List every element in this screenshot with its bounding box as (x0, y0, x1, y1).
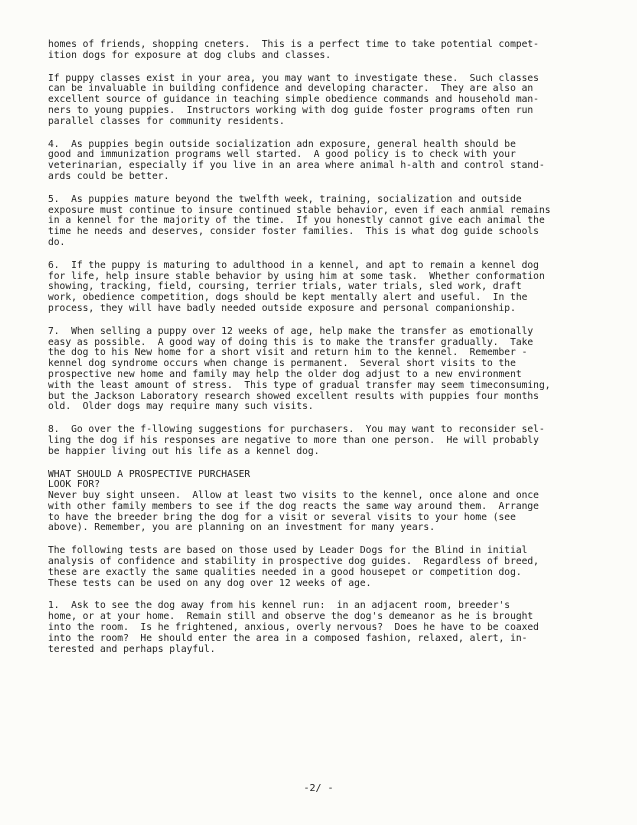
page-number: -2/ - (303, 783, 334, 794)
paragraph-item-8: 8. Go over the f-llowing suggestions for purchasers. You may want to reconsider sel- ling the dog if his responses are negative to more than one person. He will probably be happier living out his life as a kennel dog. (48, 424, 545, 457)
paragraph-puppy-classes: If puppy classes exist in your area, you may want to investigate these. Such classes can be invaluable in building confidence and developing character. They are also an excellent source of guidance in teaching simple obedience commands and household man- ners to young puppies. Instructors working with dog guide foster programs often run parallel classes for community residents. (48, 72, 539, 127)
paragraph-homes-of-friends: homes of friends, shopping cneters. This is a perfect time to take potential compet- ition dogs for exposure at dog clubs and classes. (48, 39, 539, 61)
paragraph-test-1: 1. Ask to see the dog away from his kennel run: in an adjacent room, breeder's home, or at your home. Remain still and observe the dog's demeanor as he is brought into the room. Is he frightened, anxious, overly nervous? Does he have to be coaxed into the room? He should enter the area in a composed fashion, relaxed, alert, in- terested and perhaps playful. (48, 600, 539, 655)
paragraph-item-5: 5. As puppies mature beyond the twelfth week, training, socialization and outside exposure must continue to insure continued stable behavior, even if each anmial remains in a kennel for the majority of the time. If you honestly cannot give each animal the time he needs and deserves, consider foster families. This is what dog guide schools do. (48, 193, 551, 248)
paragraph-item-7: 7. When selling a puppy over 12 weeks of age, help make the transfer as emotionally easy as possible. A good way of doing this is to make the transfer gradually. Take the dog to his New home for a short visit and return him to the kennel. Remember - kennel dog syndrome occurs when change is permanent. Several short visits to the prospective new home and family may help the older dog adjust to a new environment with the least amount of stress. This type of gradual transfer may seem timeconsuming, but the Jackson Laboratory research showed excellent results with puppies four months old. Older dogs may require many such visits. (48, 325, 551, 413)
document-body (48, 40, 608, 667)
paragraph-item-6: 6. If the puppy is maturing to adulthood in a kennel, and apt to remain a kennel dog for life, help insure stable behavior by using him at some task. Whether conformation showing, tracking, field, coursing, terrier trials, water trials, sled work, draft work, obedience competition, dogs should be kept mentally alert and useful. In the process, they will have badly needed outside exposure and personal companionship. (48, 259, 545, 314)
paragraph-following-tests: The following tests are based on those used by Leader Dogs for the Blind in initial analysis of confidence and stability in prospective dog guides. Regardless of breed, these are exactly the same qualities needed in a good housepet or competition dog. These tests can be used on any dog over 12 weeks of age. (48, 545, 539, 589)
section-heading: WHAT SHOULD A PROSPECTIVE PURCHASER LOOK FOR? (48, 468, 251, 491)
paragraph-item-4: 4. As puppies begin outside socialization adn exposure, general health should be good and immunization programs well started. A good policy is to check with your veterinarian, especially if you live in an area where animal h-alth and control stand- ards could be better. (48, 138, 545, 182)
paragraph-never-buy-sight-unseen: Never buy sight unseen. Allow at least two visits to the kennel, once alone and once with other family members to see if the dog reacts the same way around them. Arrange to have the breeder bring the dog for a visit or several visits to your home (see above). Remember, you are planning on an investment for many years. (48, 490, 539, 534)
